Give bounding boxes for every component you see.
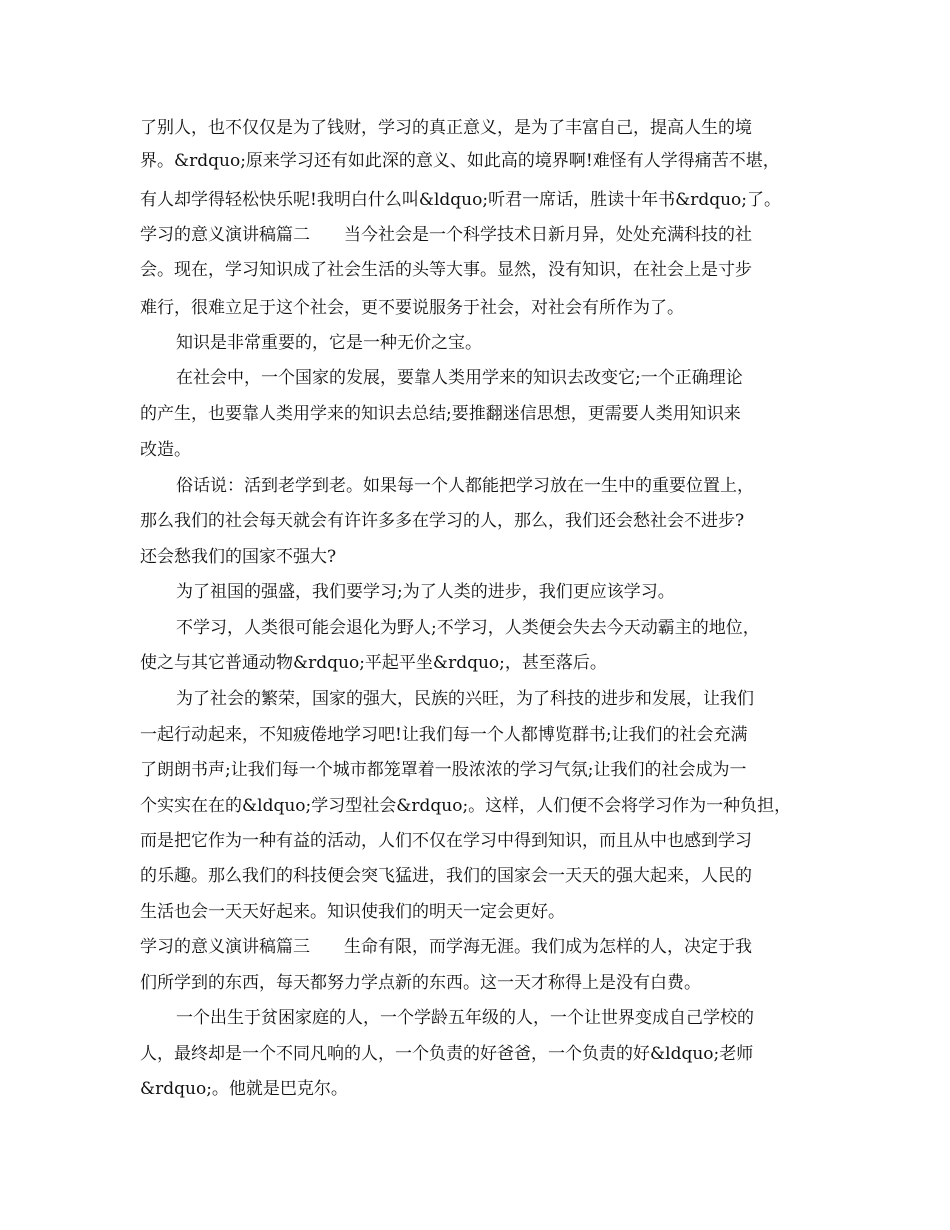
text-line: 那么我们的社会每天就会有许许多多在学习的人，那么，我们还会愁社会不进步? bbox=[140, 511, 745, 531]
text-line: 的乐趣。那么我们的科技便会突飞猛进，我们的国家会一天天的强大起来，人民的 bbox=[140, 866, 752, 886]
paragraph-first-line: 在社会中，一个国家的发展，要靠人类用学来的知识去改变它;一个正确理论 bbox=[176, 368, 743, 388]
text-line: 了朗朗书声;让我们每一个城市都笼罩着一股浓浓的学习气氛;让我们的社会成为一 bbox=[140, 760, 747, 780]
text-line: 而是把它作为一种有益的活动，人们不仅在学习中得到知识，而且从中也感到学习 bbox=[140, 831, 752, 851]
text-line: 会。现在，学习知识成了社会生活的头等大事。显然，没有知识，在社会上是寸步 bbox=[140, 260, 752, 280]
text-line: 一起行动起来，不知疲倦地学习吧!让我们每一个人都博览群书;让我们的社会充满 bbox=[140, 725, 748, 745]
paragraph-first-line: 知识是非常重要的，它是一种无价之宝。 bbox=[176, 333, 482, 353]
paragraph-first-line: 不学习，人类很可能会退化为野人;不学习，人类便会失去今天动霸主的地位， bbox=[176, 618, 760, 638]
paragraph-first-line: 为了社会的繁荣，国家的强大，民族的兴旺，为了科技的进步和发展，让我们 bbox=[176, 689, 754, 709]
text-line: 界。&rdquo;原来学习还有如此深的意义、如此高的境界啊!难怪有人学得痛苦不堪， bbox=[140, 151, 780, 171]
paragraph-first-line: 一个出生于贫困家庭的人，一个学龄五年级的人，一个让世界变成自己学校的 bbox=[176, 1008, 754, 1028]
text-line: 了别人，也不仅仅是为了钱财，学习的真正意义，是为了丰富自己，提高人生的境 bbox=[140, 118, 752, 138]
text-line: 生活也会一天天好起来。知识使我们的明天一定会更好。 bbox=[140, 902, 565, 922]
paragraph-first-line: 俗话说：活到老学到老。如果每一个人都能把学习放在一生中的重要位置上， bbox=[176, 476, 754, 496]
text-line: 们所学到的东西，每天都努力学点新的东西。这一天才称得上是没有白费。 bbox=[140, 973, 701, 993]
text-line: 个实实在在的&ldquo;学习型社会&rdquo;。这样，人们便不会将学习作为一种负担， bbox=[140, 796, 792, 816]
text-line: 的产生，也要靠人类用学来的知识去总结;要推翻迷信思想，更需要人类用知识来 bbox=[140, 404, 741, 424]
text-line: 人，最终却是一个不同凡响的人，一个负责的好爸爸，一个负责的好&ldquo;老师 bbox=[140, 1044, 754, 1064]
section-heading-line: 学习的意义演讲稿篇二 当今社会是一个科学技术日新月异，处处充满科技的社 bbox=[140, 225, 752, 245]
text-line: 有人却学得轻松快乐呢!我明白什么叫&ldquo;听君一席话，胜读十年书&rdquo;了。 bbox=[140, 190, 782, 210]
text-line: 使之与其它普通动物&rdquo;平起平坐&rdquo;，甚至落后。 bbox=[140, 653, 607, 673]
text-line: 还会愁我们的国家不强大? bbox=[140, 547, 337, 567]
text-line: 改造。 bbox=[140, 440, 191, 460]
text-line: 难行，很难立足于这个社会，更不要说服务于社会，对社会有所作为了。 bbox=[140, 298, 684, 318]
section-heading-line: 学习的意义演讲稿篇三 生命有限，而学海无涯。我们成为怎样的人，决定于我 bbox=[140, 937, 752, 957]
paragraph-first-line: 为了祖国的强盛，我们要学习;为了人类的进步，我们更应该学习。 bbox=[176, 582, 675, 602]
text-line: &rdquo;。他就是巴克尔。 bbox=[140, 1079, 348, 1099]
